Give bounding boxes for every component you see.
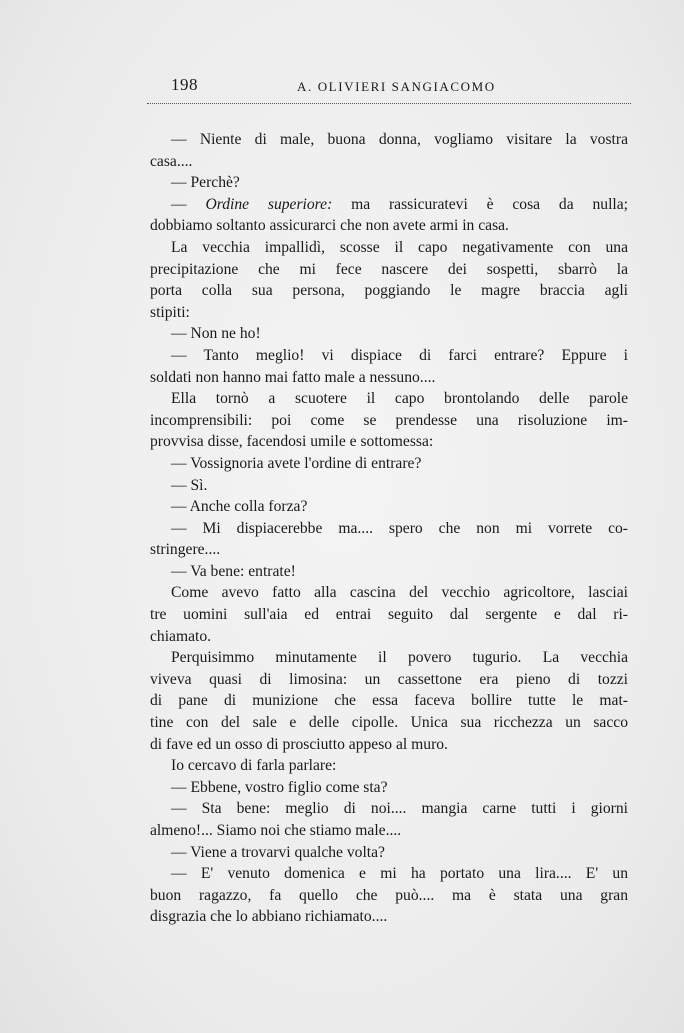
text-line: — Tanto meglio! vi dispiace di farci entrare? Eppure i <box>171 346 628 364</box>
text-line: Io cercavo di farla parlare: <box>171 757 337 775</box>
text-line: di fave ed un osso di prosciutto appeso al muro. <box>150 735 448 753</box>
text-line: — Sì. <box>171 476 208 494</box>
text-line: tre uomini sull'aia ed entrai seguito dal sergente e dal ri- <box>150 606 628 624</box>
text-line: — E' venuto domenica e mi ha portato una lira.... E' un <box>171 865 628 883</box>
text-line: stipiti: <box>150 303 190 321</box>
text-line: stringere.... <box>150 541 221 559</box>
text-line: Come avevo fatto alla cascina del vecchio agricoltore, lasciai <box>171 584 628 602</box>
page-number: 198 <box>171 75 198 94</box>
text-line: soldati non hanno mai fatto male a nessuno.... <box>150 368 436 386</box>
page-header <box>147 75 631 99</box>
text-line: Perquisimmo minutamente il povero tugurio. La vecchia <box>171 649 628 667</box>
text-line: buon ragazzo, fa quello che può.... ma è stata una gran <box>150 886 628 904</box>
text-line: — Anche colla forza? <box>171 498 308 516</box>
text-line: — Ebbene, vostro figlio come sta? <box>171 778 388 796</box>
text-line: dobbiamo soltanto assicurarci che non avete armi in casa. <box>150 217 509 235</box>
text-line: — Niente di male, buona donna, vogliamo visitare la vostra <box>171 131 628 148</box>
text-line: — Va bene: entrate! <box>171 562 296 580</box>
text-line: incomprensibili: poi come se prendesse una risoluzione im- <box>150 411 628 429</box>
text-line: disgrazia che lo abbiano richiamato.... <box>150 908 388 926</box>
text-line: — Perchè? <box>171 174 240 192</box>
text-line: Ella tornò a scuotere il capo brontolando delle parole <box>171 390 628 408</box>
text-line: — Non ne ho! <box>171 325 261 343</box>
text-line: — Sta bene: meglio di noi.... mangia carne tutti i giorni <box>171 800 628 818</box>
header-rule <box>147 103 631 104</box>
text-line: precipitazione che mi fece nascere dei sospetti, sbarrò la <box>150 260 628 278</box>
text-line: — Mi dispiacerebbe ma.... spero che non mi vorrete co- <box>171 519 628 537</box>
running-title: A. OLIVIERI SANGIACOMO <box>297 79 496 94</box>
text-line: porta colla sua persona, poggiando le magre braccia agli <box>150 282 628 300</box>
text-line: casa.... <box>150 152 193 170</box>
text-line: — Viene a trovarvi qualche volta? <box>171 843 385 861</box>
text-line: provvisa disse, facendosi umile e sottomessa: <box>150 433 434 451</box>
text-line: La vecchia impallidì, scosse il capo negativamente con una <box>171 238 628 256</box>
text-line: di pane di munizione che essa faceva bollire tutte le mat- <box>150 692 628 710</box>
text-line: viveva quasi di limosina: un cassettone era pieno di tozzi <box>150 670 628 688</box>
text-line: tine con del sale e delle cipolle. Unica sua ricchezza un sacco <box>150 714 628 732</box>
text-line: almeno!... Siamo noi che stiamo male.... <box>150 822 402 839</box>
text-line: chiamato. <box>150 627 212 645</box>
text-line: — Ordine superiore: ma rassicuratevi è cosa da nulla; <box>171 195 628 213</box>
text-line: — Vossignoria avete l'ordine di entrare? <box>171 454 422 472</box>
body-text <box>150 129 628 928</box>
